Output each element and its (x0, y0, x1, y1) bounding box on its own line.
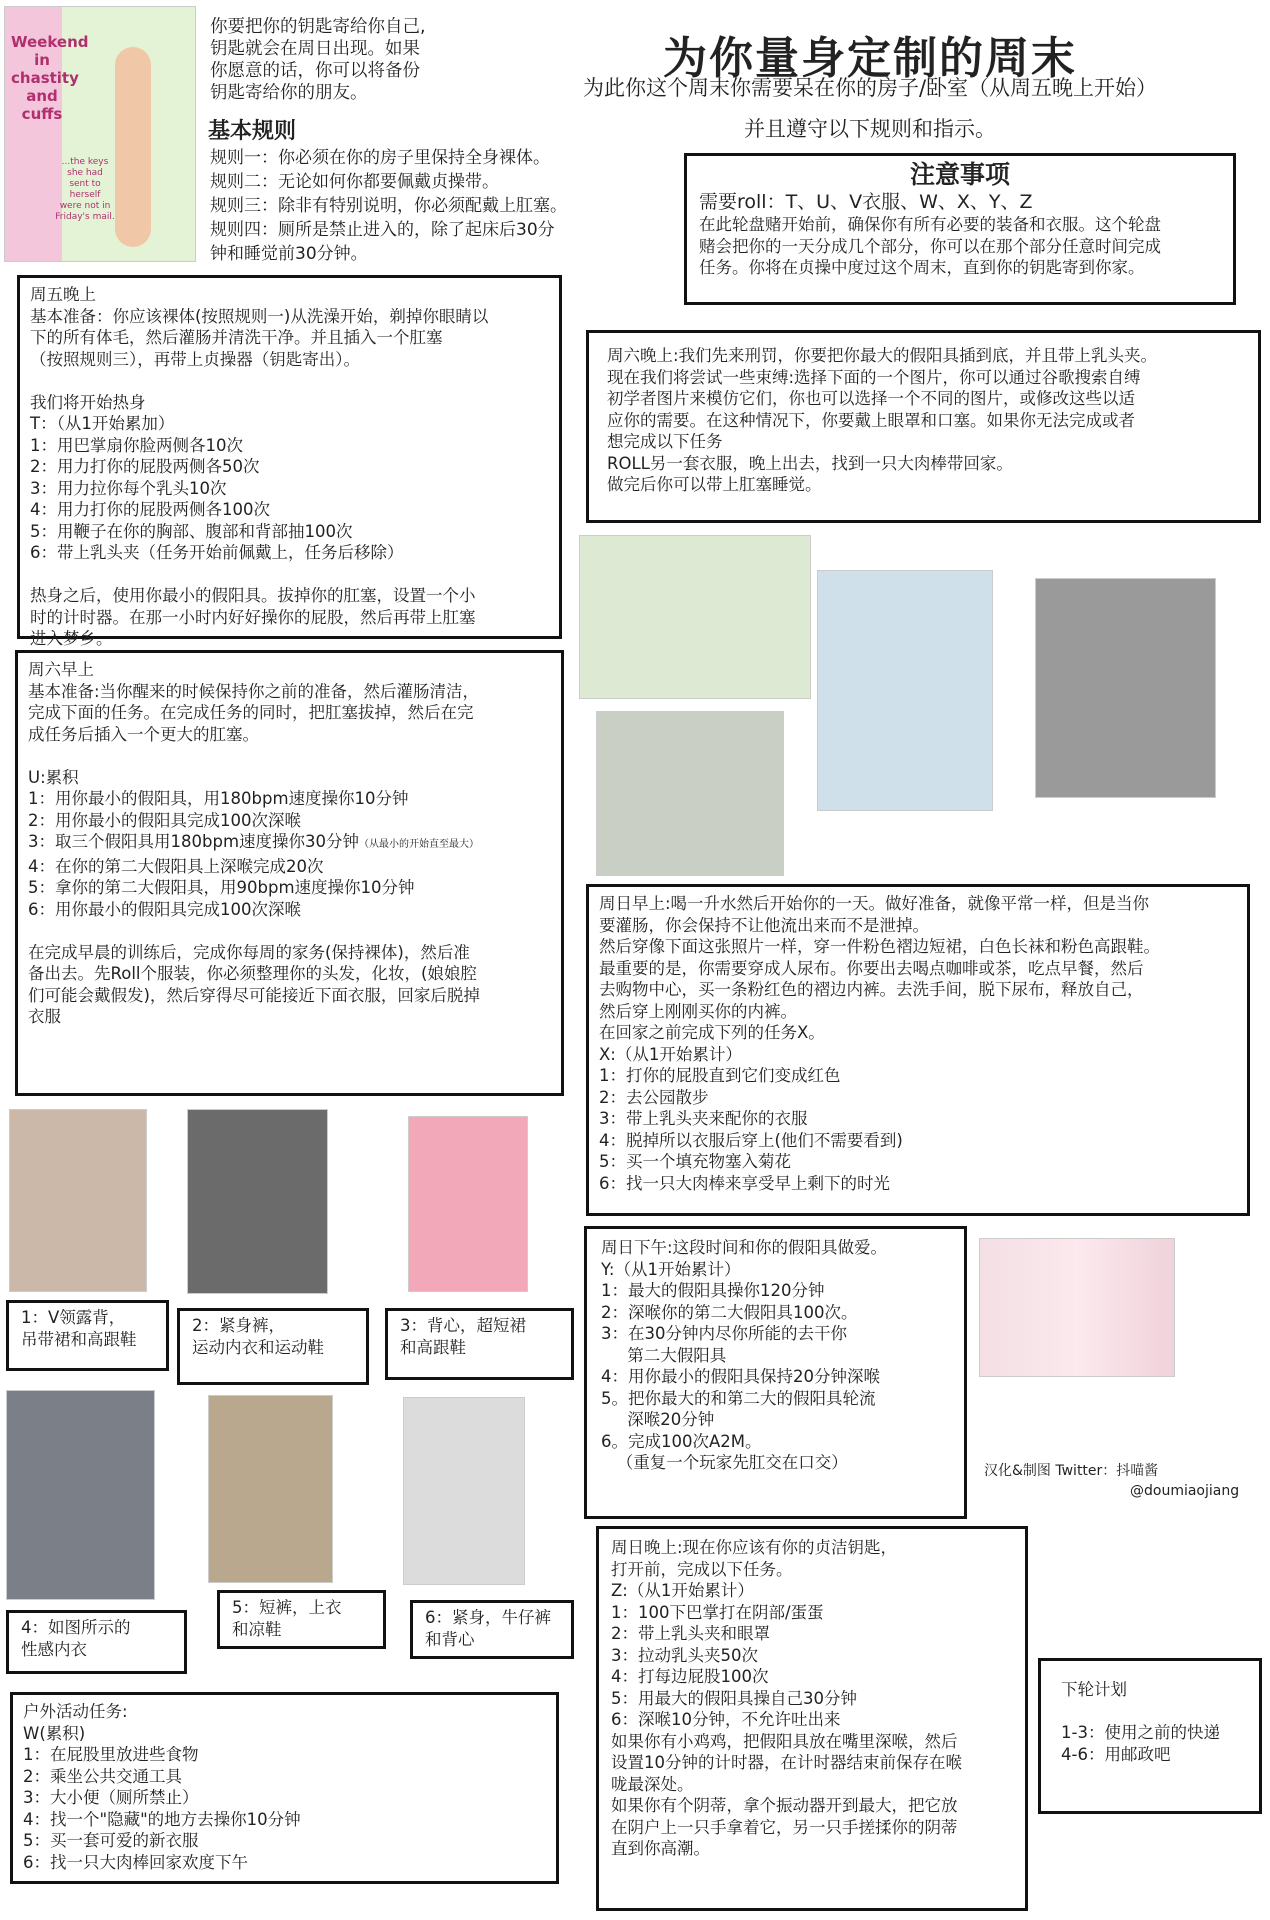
text-line: 3：在30分钟内尽你所能的去干你 (601, 1324, 847, 1343)
outfit-label-4 (6, 1610, 187, 1674)
rule-item: 规则一：你必须在你的房子里保持全身裸体。 (210, 148, 550, 168)
text-line: Y:（从1开始累计） (601, 1259, 741, 1279)
text-line: 4：用力打你的屁股两侧各100次 (30, 500, 270, 519)
text-line: 5：买一个填充物塞入菊花 (599, 1152, 791, 1171)
text-line: 4：脱掉所以衣服后穿上(他们不需要看到) (599, 1130, 903, 1150)
text-line: 完成下面的任务。在完成任务的同时，把肛塞拔掉，然后在完 (28, 703, 474, 722)
rule-item: 规则三：除非有特别说明，你必须配戴上肛塞。 (210, 196, 567, 216)
text-line: 时的计时器。在那一小时内好好操你的屁股，然后再带上肛塞 (30, 607, 476, 627)
outfit-label-line: 和凉鞋 (232, 1620, 282, 1639)
outfit-label-line: 性感内衣 (21, 1640, 87, 1659)
text-line: she had (67, 168, 103, 178)
text-line: 要灌肠，你会保持不让他流出来而不是泄掉。 (599, 915, 929, 935)
outfit-label-1 (6, 1300, 169, 1371)
text-line: 设置10分钟的计时器，在计时器结束前保存在喉 (611, 1753, 962, 1772)
text-line: 最重要的是，你需要穿成人尿布。你要出去喝点咖啡或茶，吃点早餐，然后 (599, 958, 1144, 978)
text-line: 周日早上:喝一升水然后开始你的一天。做好准备，就像平常一样，但是当你 (599, 894, 1150, 913)
text-line: 5：用鞭子在你的胸部、腹部和背部抽100次 (30, 521, 353, 541)
sunday-night-box (596, 1526, 1028, 1911)
notice-heading: 注意事项 (909, 160, 1010, 189)
text-line: 1：在屁股里放进些食物 (23, 1745, 199, 1764)
text-line: Weekend (11, 33, 89, 51)
text-line: 如果你有小鸡鸡，把假阳具放在嘴里深喉，然后 (611, 1731, 958, 1751)
text-line: 进入梦乡。 (30, 629, 113, 648)
text-line: 2：乘坐公共交通工具 (23, 1766, 182, 1786)
text-line: 6：用你最小的假阳具完成100次深喉 (28, 899, 301, 919)
outfit-label-line: 1：V领露背， (21, 1308, 126, 1327)
text-line: 3：拉动乳头夹50次 (611, 1645, 758, 1665)
text-line: 2：用你最小的假阳具完成100次深喉 (28, 810, 301, 830)
cover-title (11, 33, 89, 123)
text-line: 现在我们将尝试一些束缚:选择下面的一个图片，你可以通过谷歌搜索自缚 (607, 367, 1141, 387)
text-line: 钥匙寄给你的朋友。 (210, 83, 368, 103)
intro-text (210, 16, 426, 104)
text-line: 6。完成100次A2M。 (601, 1431, 762, 1451)
text-line: （按照规则三），再带上贞操器（钥匙寄出）。 (30, 349, 360, 369)
subtitle: 为此你这个周末你需要呆在你的房子/卧室（从周五晚上开始） (582, 76, 1158, 100)
page-title: 为你量身定制的周末 (663, 33, 1077, 84)
text-line (28, 920, 551, 942)
credit-text: 汉化&制图 Twitter：抖喵酱 (984, 1463, 1159, 1479)
notice-box (684, 153, 1236, 305)
text-line: 你愿意的话，你可以将备份 (210, 61, 420, 81)
outfit-label-line: 吊带裙和高跟鞋 (21, 1330, 137, 1349)
outfit-photo-6 (403, 1397, 525, 1585)
rule-item: 钟和睡觉前30分钟。 (210, 244, 368, 264)
sunday-morning-box (586, 884, 1250, 1216)
text-line: 2：深喉你的第二大假阳具100次。 (601, 1302, 858, 1322)
text-line: 你要把你的钥匙寄给你自己, (210, 17, 426, 37)
text-line: 户外活动任务: (23, 1702, 128, 1721)
text-line: 成任务后插入一个更大的肛塞。 (28, 724, 259, 744)
text-line: T：（从1开始累加） (30, 414, 175, 433)
text-line: 衣服 (28, 1007, 61, 1026)
outdoor-tasks-box (10, 1692, 559, 1884)
text-line: 下轮计划 (1061, 1680, 1127, 1699)
text-line: 1：最大的假阳具操你120分钟 (601, 1281, 825, 1300)
text-line: 任务。你将在贞操中度过这个周末，直到你的钥匙寄到你家。 (699, 258, 1145, 277)
text-line: 直到你高潮。 (611, 1839, 710, 1858)
outfit-photo-5 (208, 1395, 333, 1583)
text-line: 下的所有体毛，然后灌肠并清洗干净。并且插入一个肛塞 (30, 328, 443, 347)
text-line: herself (69, 190, 101, 200)
text-line: 4：用你最小的假阳具保持20分钟深喉 (601, 1367, 880, 1386)
text-line: 6：深喉10分钟，不允许吐出来 (611, 1710, 841, 1729)
text-line: 然后穿像下面这张照片一样，穿一件粉色褶边短裙，白色长袜和粉色高跟鞋。 (599, 937, 1160, 956)
text-line: sent to (69, 179, 101, 189)
rules-list (210, 146, 567, 266)
text-line: 第二大假阳具 (601, 1345, 727, 1365)
text-line: 1：100下巴掌打在阴部/蛋蛋 (611, 1602, 824, 1622)
text-line: 咙最深处。 (611, 1774, 694, 1794)
note-small: （从最小的开始直至最大） (359, 839, 480, 850)
text-line (30, 564, 549, 586)
text-line (1061, 1701, 1239, 1723)
outfit-photo-4 (6, 1390, 155, 1600)
rule-item: 规则四：厕所是禁止进入的，除了起床后30分 (210, 220, 555, 240)
text-line: 基本准备:当你醒来的时候保持你之前的准备，然后灌肠清洁， (28, 681, 480, 701)
cover-figure (115, 47, 151, 247)
text-line (28, 745, 551, 767)
text-line (30, 370, 549, 392)
text-line: X:（从1开始累计） (599, 1044, 742, 1064)
text-line: 应你的需要。在这种情况下，你要戴上眼罩和口塞。如果你无法完成或者 (607, 410, 1135, 430)
text-line: and (26, 87, 58, 105)
text-line: 6：找一只大肉棒回家欢度下午 (23, 1852, 248, 1872)
rule-item: 规则二：无论如何你都要佩戴贞操带。 (210, 172, 499, 192)
text-line: 周日晚上:现在你应该有你的贞洁钥匙， (611, 1538, 898, 1557)
text-line: 周六晚上:我们先来刑罚，你要把你最大的假阳具插到底，并且带上乳头夹。 (607, 346, 1158, 365)
text-line: 3：大小便（厕所禁止） (23, 1788, 199, 1807)
text-line: 备出去。先Roll个服装，你必须整理你的头发，化妆，(娘娘腔 (28, 964, 477, 983)
text-line: 们可能会戴假发)，然后穿得尽可能接近下面衣服，回家后脱掉 (28, 985, 480, 1005)
text-line: 赌会把你的一天分成几个部分，你可以在那个部分任意时间完成 (699, 236, 1161, 256)
text-line: 周六早上 (28, 660, 94, 679)
outfit-label-line: 2：紧身裤， (192, 1316, 285, 1335)
text-line: 热身之后，使用你最小的假阳具。拔掉你的肛塞，设置一个小 (30, 586, 476, 605)
text-line: 在完成早晨的训练后，完成你每周的家务(保持裸体)，然后准 (28, 942, 470, 962)
friday-night-box (17, 275, 562, 648)
text-line: Friday's mail. (55, 212, 115, 222)
text-line: 2：去公园散步 (599, 1087, 709, 1107)
text-line: 5：买一套可爱的新衣服 (23, 1831, 199, 1850)
text-line: 4：在你的第二大假阳具上深喉完成20次 (28, 856, 324, 876)
text-line: 1：用你最小的假阳具，用180bpm速度操你10分钟 (28, 789, 409, 808)
outfit-label-line: 5：短裤，上衣 (232, 1598, 342, 1617)
bondage-image-4 (596, 711, 784, 876)
text-line: 去购物中心，买一条粉红色的褶边内裤。去洗手间，脱下尿布，释放自己， (599, 980, 1144, 999)
text-line: 5：拿你的第二大假阳具，用90bpm速度操你10分钟 (28, 878, 415, 897)
text-line: cuffs (21, 105, 63, 123)
text-line: in (34, 51, 50, 69)
outfit-label-line: 和高跟鞋 (400, 1338, 466, 1357)
text-line: 周日下午:这段时间和你的假阳具做爱。 (601, 1238, 888, 1257)
text-line: 然后穿上刚刚买你的内裤。 (599, 1001, 797, 1021)
text-line: were not in (59, 201, 111, 211)
outfit-label-3 (385, 1308, 574, 1380)
text-line: 1：打你的屁股直到它们变成红色 (599, 1066, 841, 1085)
bondage-image-2 (817, 570, 993, 811)
bondage-image-3 (1035, 578, 1216, 798)
rules-heading: 基本规则 (208, 119, 297, 144)
subtitle-2: 并且遵守以下规则和指示。 (744, 117, 996, 141)
text-line: 如果你有个阴蒂，拿个振动器开到最大，把它放 (611, 1796, 958, 1815)
text-line: 4：找一个"隐藏"的地方去操你10分钟 (23, 1809, 301, 1829)
notice-roll: 需要roll：T、U、V衣服、W、X、Y、Z (699, 191, 1033, 213)
text-line: ROLL另一套衣服，晚上出去，找到一只大肉棒带回家。 (607, 453, 1013, 473)
credit-handle: @doumiaojiang (1130, 1483, 1240, 1499)
outfit-label-line: 和背心 (425, 1630, 475, 1649)
outfit-label-line: 运动内衣和运动鞋 (192, 1338, 324, 1357)
text-line: U:累积 (28, 767, 79, 787)
text-line: （重复一个玩家先肛交在口交） (601, 1453, 848, 1472)
text-line: 打开前，完成以下任务。 (611, 1559, 793, 1579)
text-line: Z:（从1开始累计） (611, 1581, 754, 1600)
text-line: 3：带上乳头夹来配你的衣服 (599, 1109, 808, 1128)
text-line: ...the keys (61, 157, 109, 167)
cover-illustration (4, 6, 196, 262)
text-line: 6：带上乳头夹（任务开始前佩戴上，任务后移除） (30, 543, 404, 562)
text-line: 1：用巴掌扇你脸两侧各10次 (30, 435, 243, 455)
next-round-box (1038, 1658, 1262, 1814)
saturday-night-box (586, 330, 1261, 523)
text-line: 4-6：用邮政吧 (1061, 1744, 1171, 1764)
text-line: 我们将开始热身 (30, 392, 146, 412)
text-line: 5：用最大的假阳具操自己30分钟 (611, 1688, 857, 1708)
text-line: 想完成以下任务 (607, 432, 723, 451)
bondage-image-1 (579, 535, 811, 699)
outfit-photo-1 (9, 1109, 147, 1292)
text-line: chastity (11, 69, 79, 87)
text-line: 在此轮盘赌开始前，确保你有所有必要的装备和衣服。这个轮盘 (699, 215, 1161, 234)
outfit-label-5 (217, 1590, 386, 1649)
text-line: 3：取三个假阳具用180bpm速度操你30分钟 (28, 832, 360, 851)
text-line: 周五晚上 (30, 285, 96, 304)
outfit-label-6 (410, 1600, 574, 1659)
outfit-label-line: 4：如图所示的 (21, 1618, 131, 1637)
text-line: 基本准备：你应该裸体(按照规则一)从洗澡开始，剃掉你眼睛以 (30, 306, 489, 326)
outfit-photo-3 (408, 1116, 528, 1292)
text-line: 初学者图片来模仿它们，你也可以选择一个不同的图片，或修改这些以适 (607, 389, 1135, 408)
pink-outfit-photo (979, 1238, 1175, 1377)
text-line: 钥匙就会在周日出现。如果 (210, 39, 420, 59)
outfit-label-line: 3：背心，超短裙 (400, 1316, 526, 1335)
outfit-label-line: 6：紧身，牛仔裤 (425, 1608, 551, 1627)
outfit-label-2 (177, 1308, 369, 1385)
text-line: 5。把你最大的和第二大的假阳具轮流 (601, 1388, 876, 1408)
text-line: 2：用力打你的屁股两侧各50次 (30, 457, 260, 476)
text-line: 3：用力拉你每个乳头10次 (30, 478, 227, 498)
text-line: 4：打每边屁股100次 (611, 1667, 769, 1686)
text-line: 在阴户上一只手拿着它，另一只手搓揉你的阴蒂 (611, 1817, 958, 1837)
cover-caption (55, 157, 115, 223)
text-line: 在回家之前完成下列的任务X。 (599, 1023, 825, 1042)
text-line: 深喉20分钟 (601, 1410, 715, 1429)
sunday-afternoon-box (584, 1226, 967, 1519)
text-line: 6：找一只大肉棒来享受早上剩下的时光 (599, 1173, 890, 1193)
text-line: 做完后你可以带上肛塞睡觉。 (607, 475, 822, 494)
text-line: 2：带上乳头夹和眼罩 (611, 1624, 770, 1643)
text-line: W(累积) (23, 1723, 86, 1743)
text-line: 1-3：使用之前的快递 (1061, 1723, 1220, 1742)
outfit-photo-2 (187, 1109, 328, 1294)
saturday-morning-box (15, 650, 564, 1096)
